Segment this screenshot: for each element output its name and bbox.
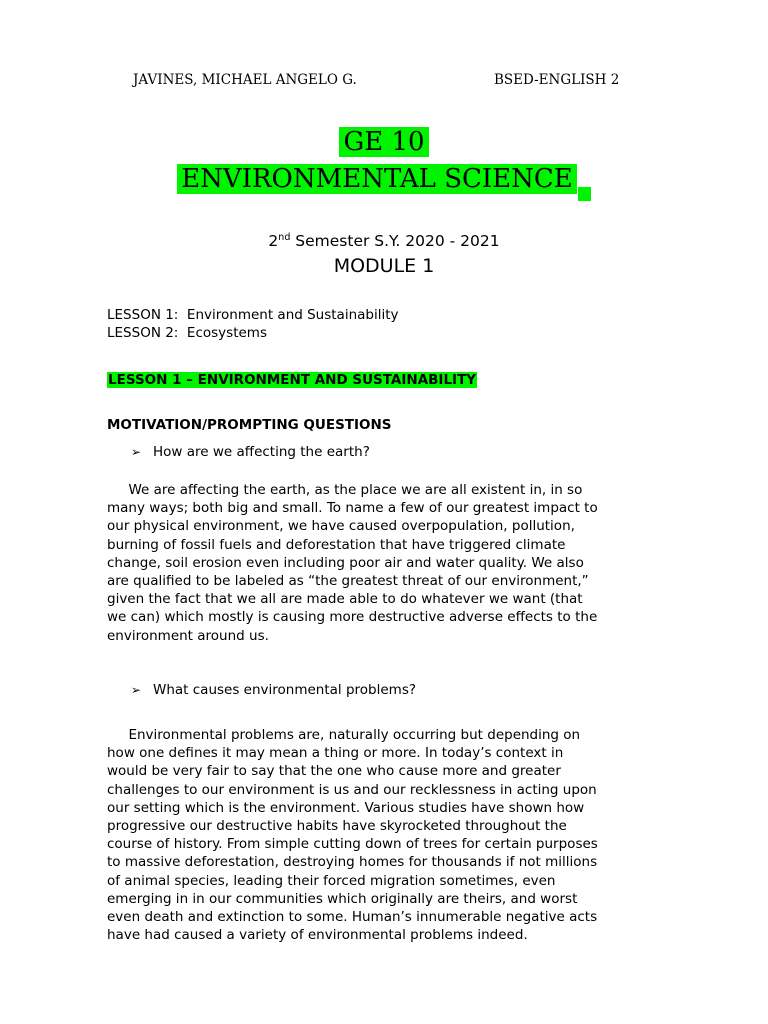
paragraph-line: We are affecting the earth, as the place we are all existent in, in so xyxy=(107,482,583,498)
lesson-list xyxy=(107,306,399,342)
course-title-heading xyxy=(0,162,768,201)
paragraph-line: are qualified to be labeled as “the greatest threat of our environment,” xyxy=(107,573,589,590)
paragraph-line: we can) which mostly is causing more destructive adverse effects to the xyxy=(107,609,598,626)
arrow-bullet-icon: ➢ xyxy=(131,683,142,697)
paragraph-line: burning of fossil fuels and deforestation that have triggered climate xyxy=(107,536,566,553)
paragraph-line: progressive our destructive habits have skyrocketed throughout the xyxy=(107,818,567,835)
paragraph-line: many ways; both big and small. To name a few of our greatest impact to xyxy=(107,500,598,517)
student-name: JAVINES, MICHAEL ANGELO G. xyxy=(133,72,357,88)
lesson-item: LESSON 1: Environment and Sustainability xyxy=(107,307,399,323)
arrow-bullet-icon: ➢ xyxy=(131,445,142,459)
course-title: ENVIRONMENTAL SCIENCE xyxy=(177,164,577,194)
motivation-heading: MOTIVATION/PROMPTING QUESTIONS xyxy=(107,417,392,433)
document-header xyxy=(0,72,768,92)
paragraph-line: challenges to our environment is us and our recklessness in acting upon xyxy=(107,781,597,798)
lesson-item: LESSON 2: Ecosystems xyxy=(107,325,267,341)
answer-paragraph xyxy=(107,481,687,645)
paragraph-line: have had caused a variety of environmental problems indeed. xyxy=(107,927,528,944)
student-course: BSED-ENGLISH 2 xyxy=(494,72,620,88)
module-title: MODULE 1 xyxy=(333,255,435,277)
paragraph-line: Environmental problems are, naturally occurring but depending on xyxy=(107,727,581,743)
semester-text: Semester S.Y. 2020 - 2021 xyxy=(290,232,500,251)
question-item xyxy=(131,682,416,698)
paragraph-line: course of history. From simple cutting down of trees for certain purposes xyxy=(107,836,598,853)
question-text: How are we affecting the earth? xyxy=(153,444,370,460)
paragraph-line: environment around us. xyxy=(107,627,269,644)
semester-line xyxy=(0,232,768,250)
paragraph-line: even death and extinction to some. Human’s innumerable negative acts xyxy=(107,909,598,926)
paragraph-line: change, soil erosion even including poor air and water quality. We also xyxy=(107,554,584,571)
paragraph-line: emerging in in our communities which originally are theirs, and worst xyxy=(107,890,578,907)
paragraph-line: our physical environment, we have caused overpopulation, pollution, xyxy=(107,518,575,535)
semester-ordinal: 2 xyxy=(268,232,279,251)
semester-ordinal-suffix: nd xyxy=(278,232,291,243)
answer-paragraph xyxy=(107,726,687,944)
paragraph-line: would be very fair to say that the one who cause more and greater xyxy=(107,763,561,780)
paragraph-line: how one defines it may mean a thing or more. In today’s context in xyxy=(107,745,564,762)
question-text: What causes environmental problems? xyxy=(153,682,417,698)
section-heading: LESSON 1 – ENVIRONMENT AND SUSTAINABILITY xyxy=(108,372,477,388)
course-code: GE 10 xyxy=(339,127,428,157)
paragraph-line: of animal species, leading their forced migration sometimes, even xyxy=(107,872,556,889)
question-item xyxy=(131,444,370,460)
course-code-heading xyxy=(0,126,768,158)
highlight-mark xyxy=(578,187,591,201)
paragraph-line: our setting which is the environment. Various studies have shown how xyxy=(107,799,585,816)
paragraph-line: to massive deforestation, destroying homes for thousands if not millions xyxy=(107,854,598,871)
paragraph-line: given the fact that we all are made able to do whatever we want (that xyxy=(107,591,583,608)
